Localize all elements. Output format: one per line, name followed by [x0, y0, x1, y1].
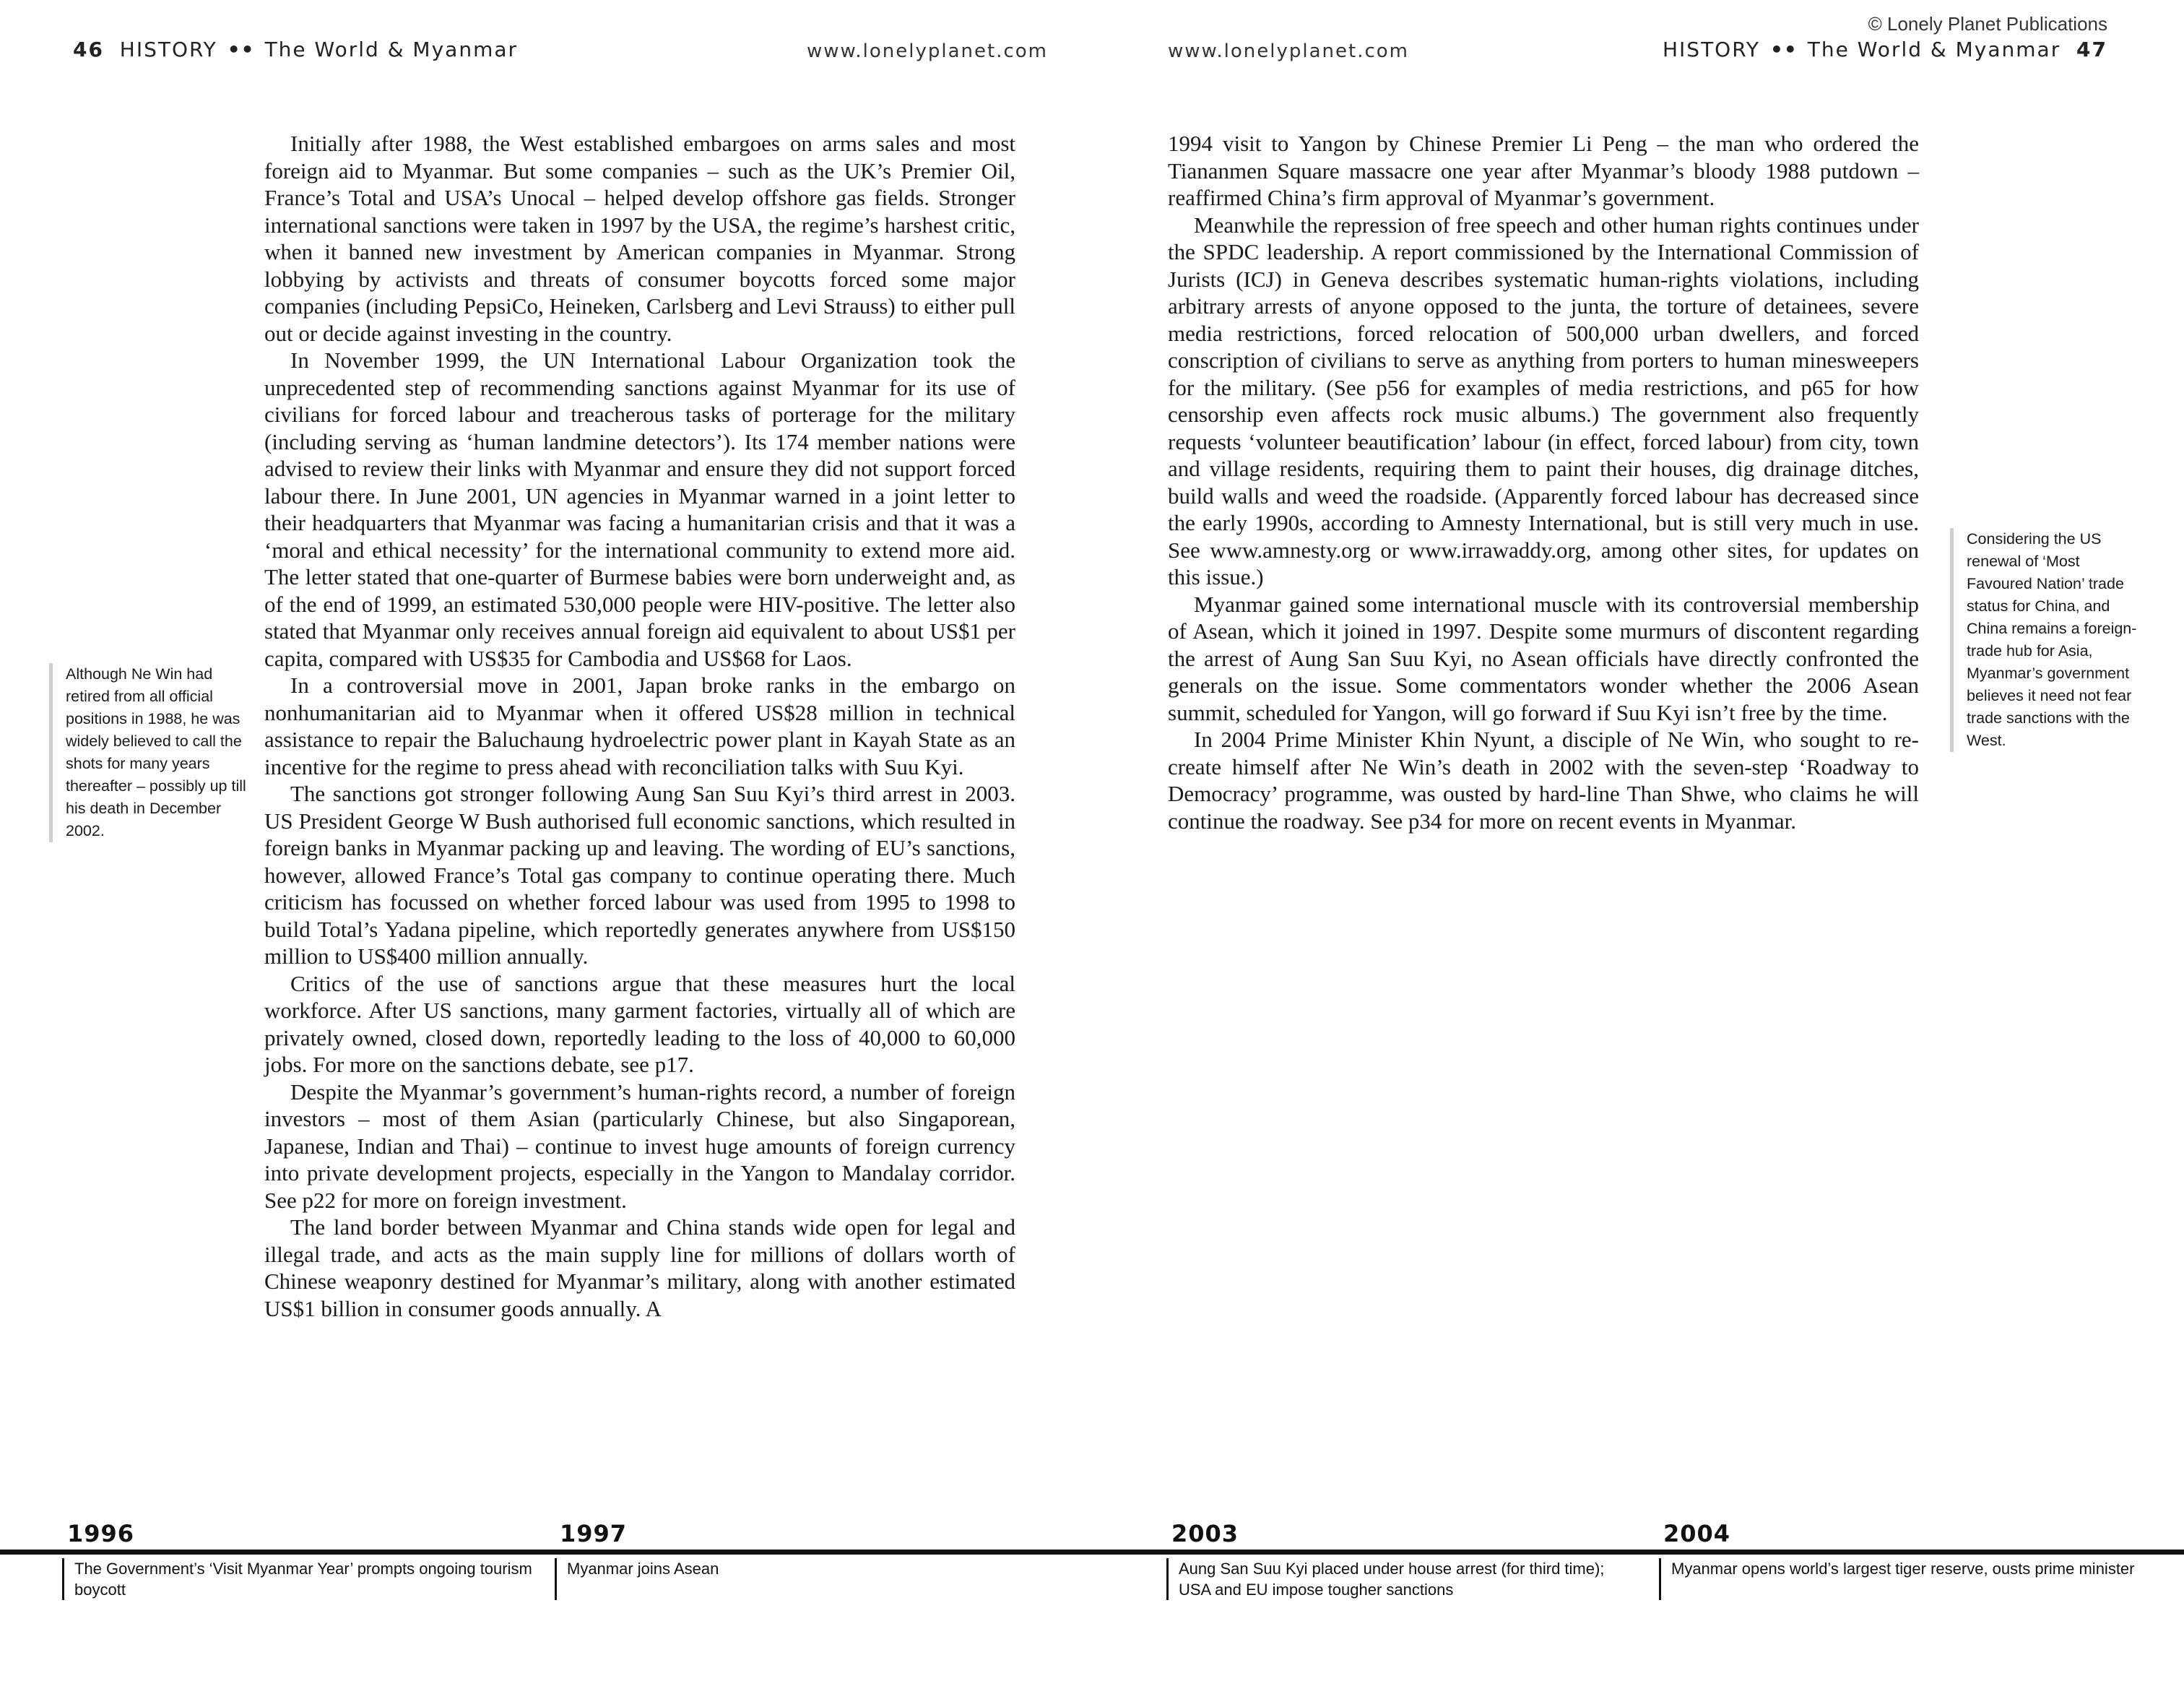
paragraph: 1994 visit to Yangon by Chinese Premier Li Peng – the man who ordered the Tiananmen Square massacre one year after Myanmar’s bloody 1988 putdown – reaffirmed China’s firm approval of Myanmar’s government.: [1168, 131, 1919, 210]
timeline-year: 1996: [67, 1520, 135, 1547]
margin-note-right: Considering the US renewal of ‘Most Favoured Nation’ trade status for China, and China remains a foreign-trade hub for Asia, Myanmar’s government believes it need not fear trade sanctions with the West.: [1950, 528, 2147, 752]
paragraph: In a controversial move in 2001, Japan broke ranks in the embargo on nonhumanitarian aid to Myanmar when it offered US$28 million in technical assistance to repair the Baluchaung hydroelectric power plant in Kayah State as an incentive for the regime to press ahead with reconciliation talks with Suu Kyi.: [264, 673, 1015, 779]
page-number-left: 46: [73, 38, 104, 61]
copyright-notice: © Lonely Planet Publications: [1868, 13, 2107, 35]
timeline-year: 2004: [1663, 1520, 1731, 1547]
paragraph: Despite the Myanmar’s government’s human-rights record, a number of foreign investors – most of them Asian (particularly Chinese, but also Singaporean, Japanese, Indian and Thai) – continue to invest huge amounts of foreign currency into private development projects, especially in the Yangon to Mandalay corridor. See p22 for more on foreign investment.: [264, 1079, 1015, 1213]
section-label-left: HISTORY: [119, 38, 217, 61]
timeline-event: Aung San Suu Kyi placed under house arrest (for third time); USA and EU impose tougher sanctions: [1166, 1558, 1641, 1600]
section-label-right: HISTORY: [1662, 38, 1760, 61]
url-left[interactable]: www.lonelyplanet.com: [807, 40, 1049, 62]
paragraph: In November 1999, the UN International Labour Organization took the unprecedented step of recommending sanctions against Myanmar for its use of civilians for forced labour and treacherous tasks of porterage for the military (including serving as ‘human landmine detectors’). Its 174 member nations were advised to review their links with Myanmar and ensure they did not support forced labour there. In June 2001, UN agencies in Myanmar warned in a joint letter to their headquarters that Myanmar was facing a humanitarian crisis and that it was a ‘moral and ethical necessity’ for the international community to extend more aid. The letter stated that one-quarter of Burmese babies were born underweight and, as of the end of 1999, an estimated 530,000 people were HIV-positive. The letter also stated that Myanmar only receives annual foreign aid equivalent to about US$1 per capita, compared with US$35 for Cambodia and US$68 for Laos.: [264, 347, 1015, 671]
paragraph: In 2004 Prime Minister Khin Nyunt, a disciple of Ne Win, who sought to re-create himself after Ne Win’s death in 2002 with the seven-step ‘Roadway to Democracy’ programme, was ousted by hard-line Than Shwe, who claims he will continue the roadway. See p34 for more on recent events in Myanmar.: [1168, 727, 1919, 834]
paragraph: The sanctions got stronger following Aung San Suu Kyi’s third arrest in 2003. US President George W Bush authorised full economic sanctions, which resulted in foreign banks in Myanmar packing up and leaving. The wording of EU’s sanctions, however, allowed France’s Total gas company to continue operating there. Much criticism has focussed on whether forced labour was used from 1995 to 1998 to build Total’s Yadana pipeline, which reportedly generates anywhere from US$150 million to US$400 million annually.: [264, 781, 1015, 969]
paragraph: Critics of the use of sanctions argue that these measures hurt the local workforce. After US sanctions, many garment factories, virtually all of which are privately owned, closed down, reportedly leading to the loss of 40,000 to 60,000 jobs. For more on the sanctions debate, see p17.: [264, 970, 1015, 1077]
running-head-right: [1663, 38, 2107, 61]
chapter-label-left: The World & Myanmar: [264, 38, 519, 61]
running-head-left: [73, 38, 518, 61]
chapter-label-right: The World & Myanmar: [1807, 38, 2061, 61]
timeline-year: 1997: [560, 1520, 628, 1547]
paragraph: The land border between Myanmar and China stands wide open for legal and illegal trade, and acts as the main supply line for millions of dollars worth of Chinese weaponry destined for Myanmar’s military, along with another estimated US$1 billion in consumer goods annually. A: [264, 1214, 1015, 1321]
paragraph: Initially after 1988, the West established embargoes on arms sales and most foreign aid to Myanmar. But some companies – such as the UK’s Premier Oil, France’s Total and USA’s Unocal – helped develop offshore gas fields. Stronger international sanctions were taken in 1997 by the USA, the regime’s harshest critic, when it banned new investment by American companies in Myanmar. Strong lobbying by activists and threats of consumer boycotts forced some major companies (including PepsiCo, Heineken, Carlsberg and Levi Strauss) to either pull out or decide against investing in the country.: [264, 131, 1015, 346]
header-separator-right: ••: [1769, 38, 1798, 61]
paragraph: Meanwhile the repression of free speech and other human rights continues under the SPDC leadership. A report commissioned by the International Commission of Jurists (ICJ) in Geneva describes systematic human-rights violations, including arbitrary arrests of anyone opposed to the junta, the torture of detainees, severe media restrictions, forced relocation of 500,000 urban dwellers, and forced conscription of civilians to serve as anything from porters to human minesweepers for the military. (See p56 for examples of media restrictions, and p65 for how censorship even affects rock music albums.) The government also frequently requests ‘volunteer beautification’ labour (in effect, forced labour) from city, town and village residents, requiring them to paint their houses, dig drainage ditches, build walls and weed the roadside. (Apparently forced labour has decreased since the early 1990s, according to Amnesty International, but is still very much in use. See www.amnesty.org or www.irrawaddy.org, among other sites, for updates on this issue.): [1168, 212, 1919, 589]
url-right[interactable]: www.lonelyplanet.com: [1168, 40, 1410, 62]
timeline-event: Myanmar joins Asean: [555, 1558, 1029, 1600]
margin-note-left: Although Ne Win had retired from all official positions in 1988, he was widely believed to call the shots for many years thereafter – possibly up till his death in December 2002.: [49, 663, 251, 842]
timeline-bar: [0, 1550, 2184, 1555]
left-page-body: [264, 130, 1015, 1322]
timeline-event: Myanmar opens world’s largest tiger reserve, ousts prime minister: [1659, 1558, 2148, 1600]
page-number-right: 47: [2076, 38, 2107, 61]
timeline-year: 2003: [1171, 1520, 1239, 1547]
paragraph: Myanmar gained some international muscle with its controversial membership of Asean, which it joined in 1997. Despite some murmurs of discontent regarding the arrest of Aung San Suu Kyi, no Asean officials have directly confronted the generals on the issue. Some commentators wonder whether the 2006 Asean summit, scheduled for Yangon, will go forward if Suu Kyi isn’t free by the time.: [1168, 591, 1919, 725]
timeline-event: The Government’s ‘Visit Myanmar Year’ prompts ongoing tourism boycott: [62, 1558, 537, 1600]
right-page-body: [1168, 130, 1919, 834]
header-separator-left: ••: [227, 38, 255, 61]
